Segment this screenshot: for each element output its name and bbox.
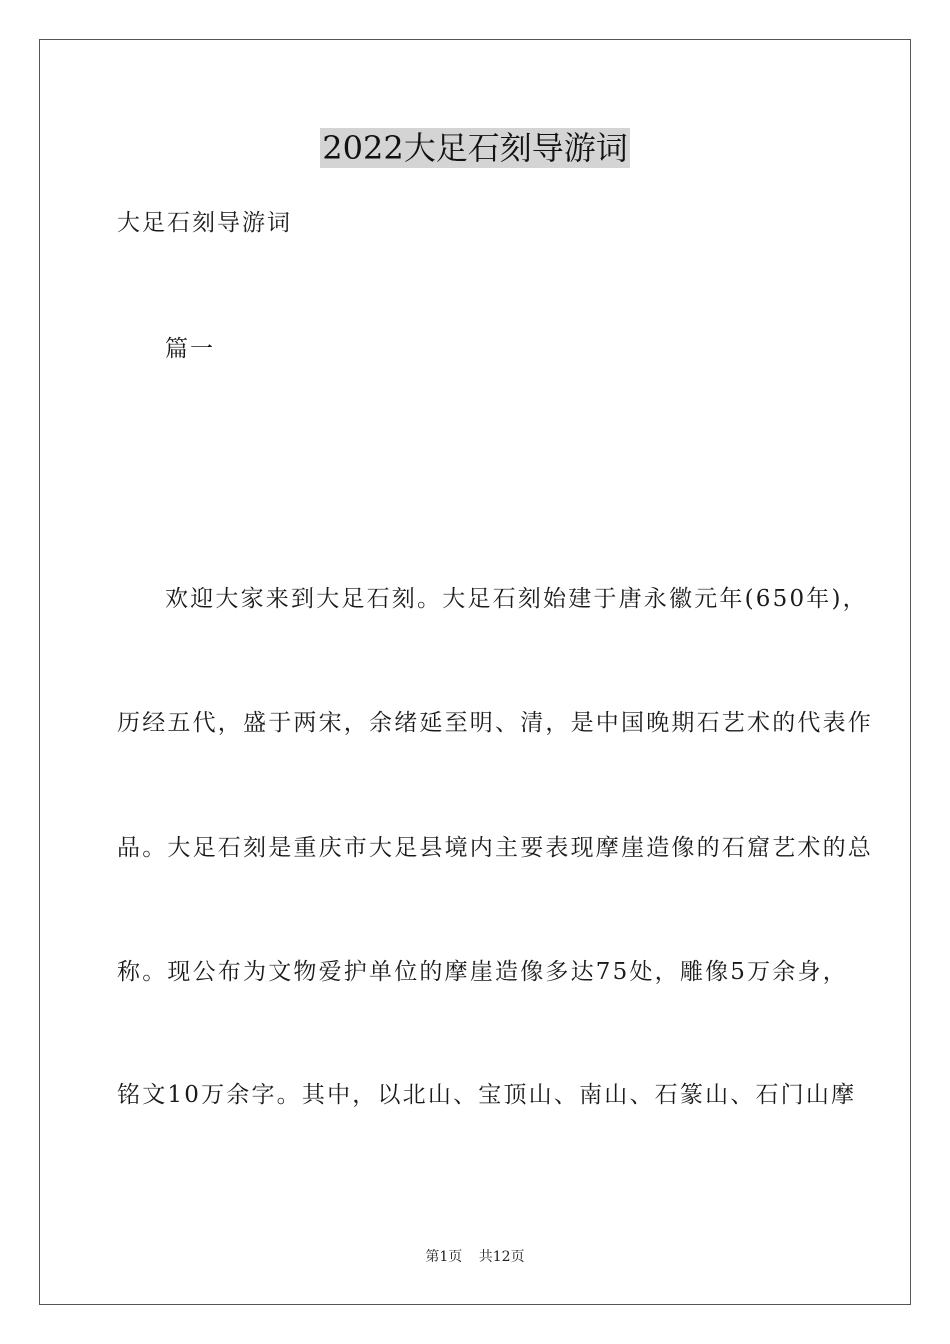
- document-title: 2022大足石刻导游词: [322, 129, 628, 167]
- page-total: 共12页: [478, 1249, 525, 1265]
- page-number: 第1页: [425, 1249, 463, 1265]
- paragraph-line-2: 历经五代，盛于两宋，余绪延至明、清，是中国晚期石艺术的代表作: [117, 710, 873, 736]
- title-container: [0, 128, 950, 168]
- section-heading: 篇一: [165, 336, 215, 362]
- page-footer: [0, 1248, 950, 1266]
- document-subtitle: 大足石刻导游词: [117, 210, 292, 236]
- paragraph-line-5: 铭文10万余字。其中，以北山、宝顶山、南山、石篆山、石门山摩: [117, 1082, 857, 1108]
- paragraph-line-4: 称。现公布为文物爱护单位的摩崖造像多达75处，雕像5万余身，: [117, 959, 848, 985]
- paragraph-line-3: 品。大足石刻是重庆市大足县境内主要表现摩崖造像的石窟艺术的总: [117, 835, 873, 861]
- paragraph-line-1: 欢迎大家来到大足石刻。大足石刻始建于唐永徽元年(650年)，: [165, 586, 868, 612]
